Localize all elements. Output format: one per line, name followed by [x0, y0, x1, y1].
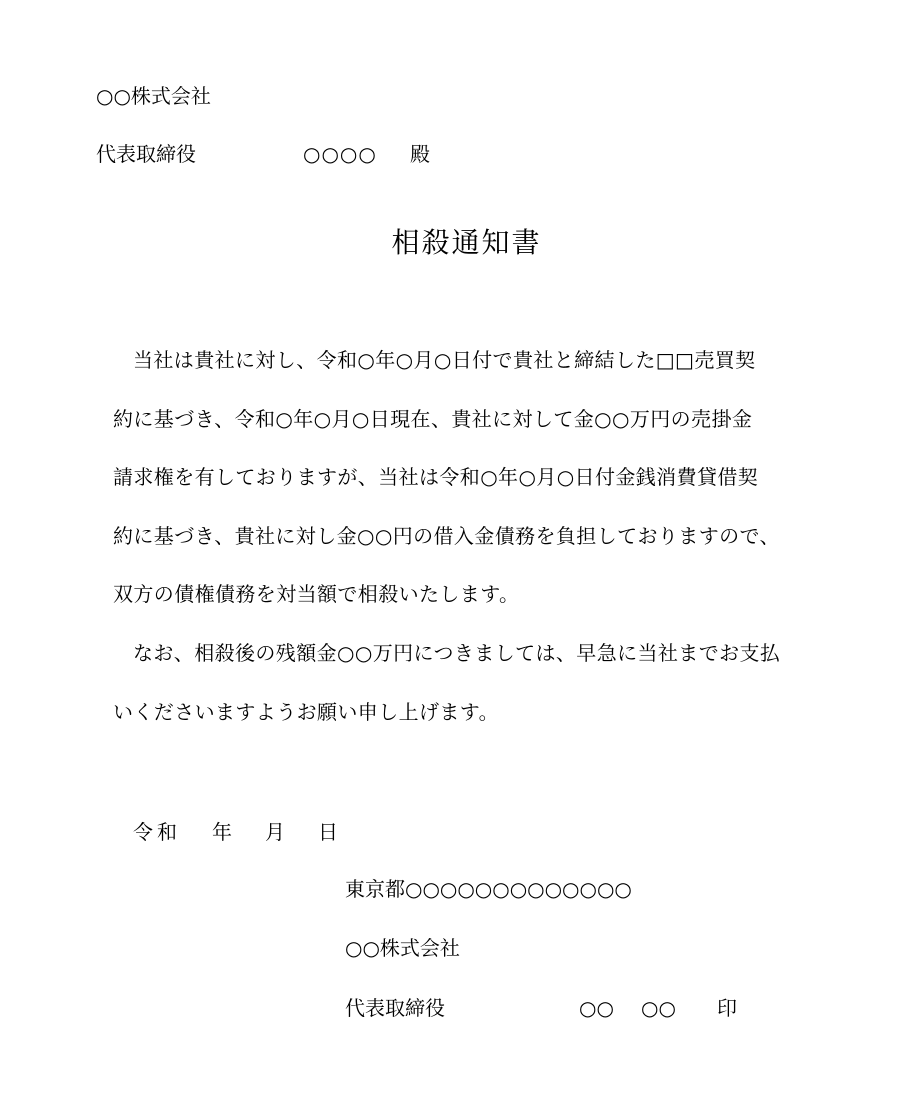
- sender-address: 東京都○○○○○○○○○○○○○: [345, 877, 632, 901]
- recipient-role: 代表取締役: [96, 142, 196, 166]
- sender-company: ○○株式会社: [345, 936, 460, 960]
- body-line: なお、相殺後の残額金○○万円につきましては、早急に当社までお支払: [133, 641, 781, 665]
- document-title: 相殺通知書: [391, 226, 542, 259]
- body-line: 当社は貴社に対し、令和○年○月○日付で貴社と締結した□□売買契: [133, 348, 756, 372]
- sender-name-first: ○○: [579, 996, 614, 1020]
- date-day: 日: [318, 820, 338, 844]
- date-month: 月: [265, 820, 285, 844]
- sender-seal: 印: [717, 996, 737, 1020]
- body-line: 双方の債権債務を対当額で相殺いたします。: [113, 582, 520, 606]
- body-line: 約に基づき、貴社に対し金○○円の借入金債務を負担しておりますので、: [113, 523, 780, 548]
- date-era: 令和: [133, 820, 181, 844]
- date-year: 年: [212, 820, 232, 844]
- body-paragraph-1: [113, 346, 833, 639]
- body-line: いくださいますようお願い申し上げます。: [113, 699, 499, 724]
- recipient-company: ○○株式会社: [96, 84, 211, 108]
- recipient-honorific: 殿: [410, 142, 430, 166]
- recipient-name: ○○○○: [303, 142, 377, 166]
- body-paragraph-2: [113, 639, 833, 756]
- body-line: 請求権を有しておりますが、当社は令和○年○月○日付金銭消費貸借契: [113, 465, 759, 489]
- sender-name-last: ○○: [641, 996, 676, 1020]
- sender-role: 代表取締役: [345, 996, 445, 1020]
- body-line: 約に基づき、令和○年○月○日現在、貴社に対して金○○万円の売掛金: [113, 406, 753, 431]
